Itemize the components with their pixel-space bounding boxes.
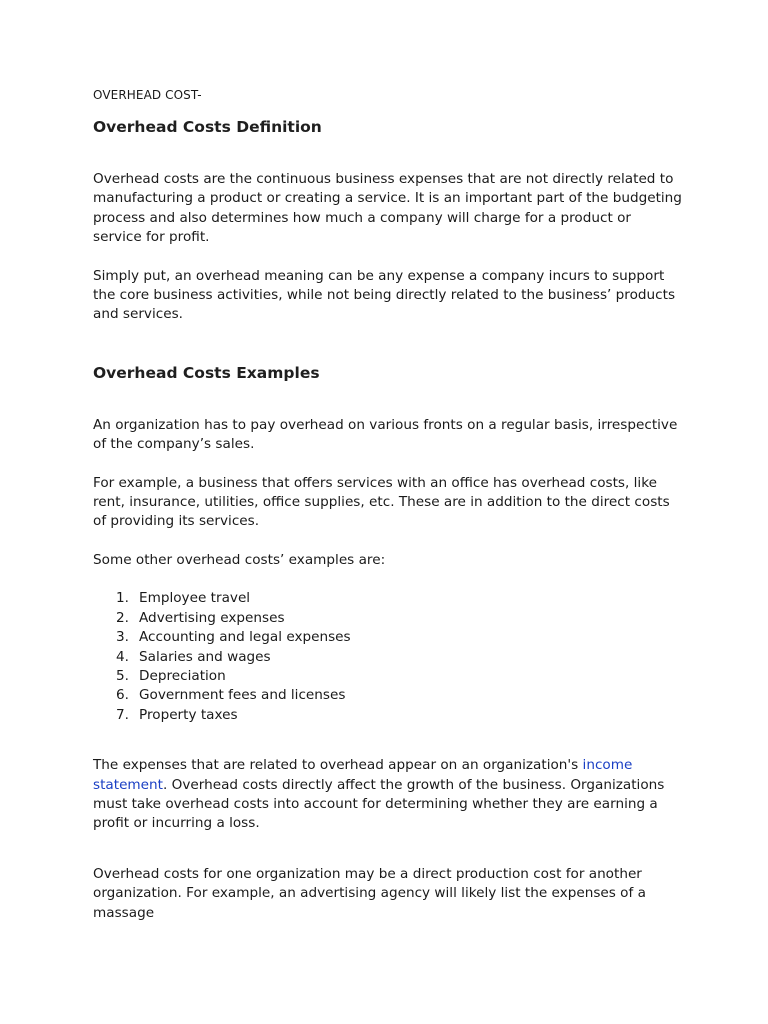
income-paragraph-lead: The expenses that are related to overhead appear on an organization's — [93, 757, 583, 774]
list-item-number: 7. — [116, 706, 129, 723]
list-item-number: 1. — [116, 590, 129, 607]
list-item-text: Accounting and legal expenses — [139, 629, 351, 646]
list-item-number: 2. — [116, 609, 129, 626]
list-item — [93, 648, 683, 667]
examples-list — [93, 589, 683, 725]
document-body — [93, 86, 683, 923]
income-statement-paragraph — [93, 756, 683, 834]
list-item-text: Employee travel — [139, 590, 251, 607]
list-item-number: 3. — [116, 629, 129, 646]
income-statement-link[interactable]: income statement — [93, 757, 633, 793]
list-item-text: Salaries and wages — [139, 648, 271, 665]
definition-paragraph-2: Simply put, an overhead meaning can be any expense a company incurs to support the core business activities, while not being directly related to the business’ products and services. — [93, 267, 676, 323]
examples-paragraph-3: Some other overhead costs’ examples are: — [93, 551, 386, 568]
list-item-number: 6. — [116, 687, 129, 704]
list-item — [93, 589, 683, 608]
list-item-number: 5. — [116, 667, 129, 684]
list-item — [93, 686, 683, 705]
definition-paragraph-1: Overhead costs are the continuous business expenses that are not directly related to manufacturing a product or creating a service. It is an important part of the budgeting process and also determines how much a company will charge for a product or service for profit. — [93, 171, 682, 246]
list-item-text: Depreciation — [139, 667, 226, 684]
examples-paragraph-2: For example, a business that offers services with an office has overhead costs, like rent, insurance, utilities, office supplies, etc. These are in addition to the direct costs of providing its services. — [93, 474, 670, 530]
income-paragraph-rest: . Overhead costs directly affect the growth of the business. Organizations must take overhead costs into account for determining whether they are earning a profit or incurring a loss. — [93, 776, 665, 832]
list-item-text: Advertising expenses — [139, 609, 285, 626]
list-item-number: 4. — [116, 648, 129, 665]
list-item — [93, 706, 683, 725]
definition-heading: Overhead Costs Definition — [93, 118, 322, 136]
list-item — [93, 609, 683, 628]
document-label: OVERHEAD COST- — [93, 88, 202, 102]
list-item — [93, 628, 683, 647]
list-item-text: Property taxes — [139, 706, 238, 723]
examples-paragraph-1: An organization has to pay overhead on various fronts on a regular basis, irrespective of the company’s sales. — [93, 416, 678, 453]
list-item — [93, 667, 683, 686]
final-paragraph: Overhead costs for one organization may be a direct production cost for another organization. For example, an advertising agency will likely list the expenses of a massage — [93, 865, 646, 921]
examples-heading: Overhead Costs Examples — [93, 363, 320, 382]
list-item-text: Government fees and licenses — [139, 687, 346, 704]
